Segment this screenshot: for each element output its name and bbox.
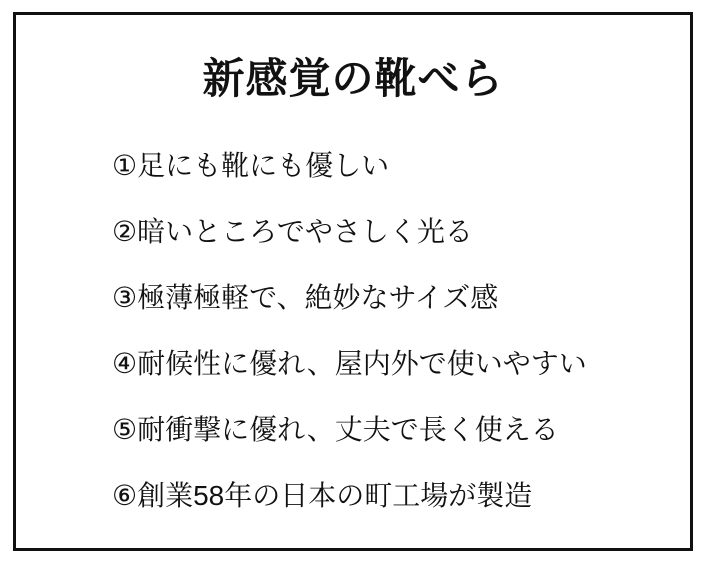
item-text: 創業58年の日本の町工場が製造	[137, 480, 533, 511]
slide-title: 新感覚の靴べら	[202, 55, 504, 102]
item-number-marker: ②	[112, 216, 138, 247]
list-item	[112, 265, 670, 331]
item-text: 耐候性に優れ、屋内外で使いやすい	[137, 348, 587, 379]
list-item	[112, 199, 670, 265]
item-number-marker: ①	[112, 150, 138, 181]
item-number-marker: ⑥	[112, 480, 138, 511]
item-number-marker: ③	[112, 282, 138, 313]
item-number-marker: ④	[112, 348, 138, 379]
list-item	[112, 331, 670, 397]
item-number-marker: ⑤	[112, 414, 138, 445]
item-text: 極薄極軽で、絶妙なサイズ感	[137, 282, 499, 313]
item-text: 暗いところでやさしく光る	[137, 216, 473, 247]
list-item	[112, 463, 670, 529]
item-text: 耐衝撃に優れ、丈夫で長く使える	[137, 414, 559, 445]
feature-list	[16, 133, 690, 529]
list-item	[112, 397, 670, 463]
list-item	[112, 133, 670, 199]
slide-border-frame	[13, 12, 693, 551]
item-text: 足にも靴にも優しい	[137, 150, 390, 181]
